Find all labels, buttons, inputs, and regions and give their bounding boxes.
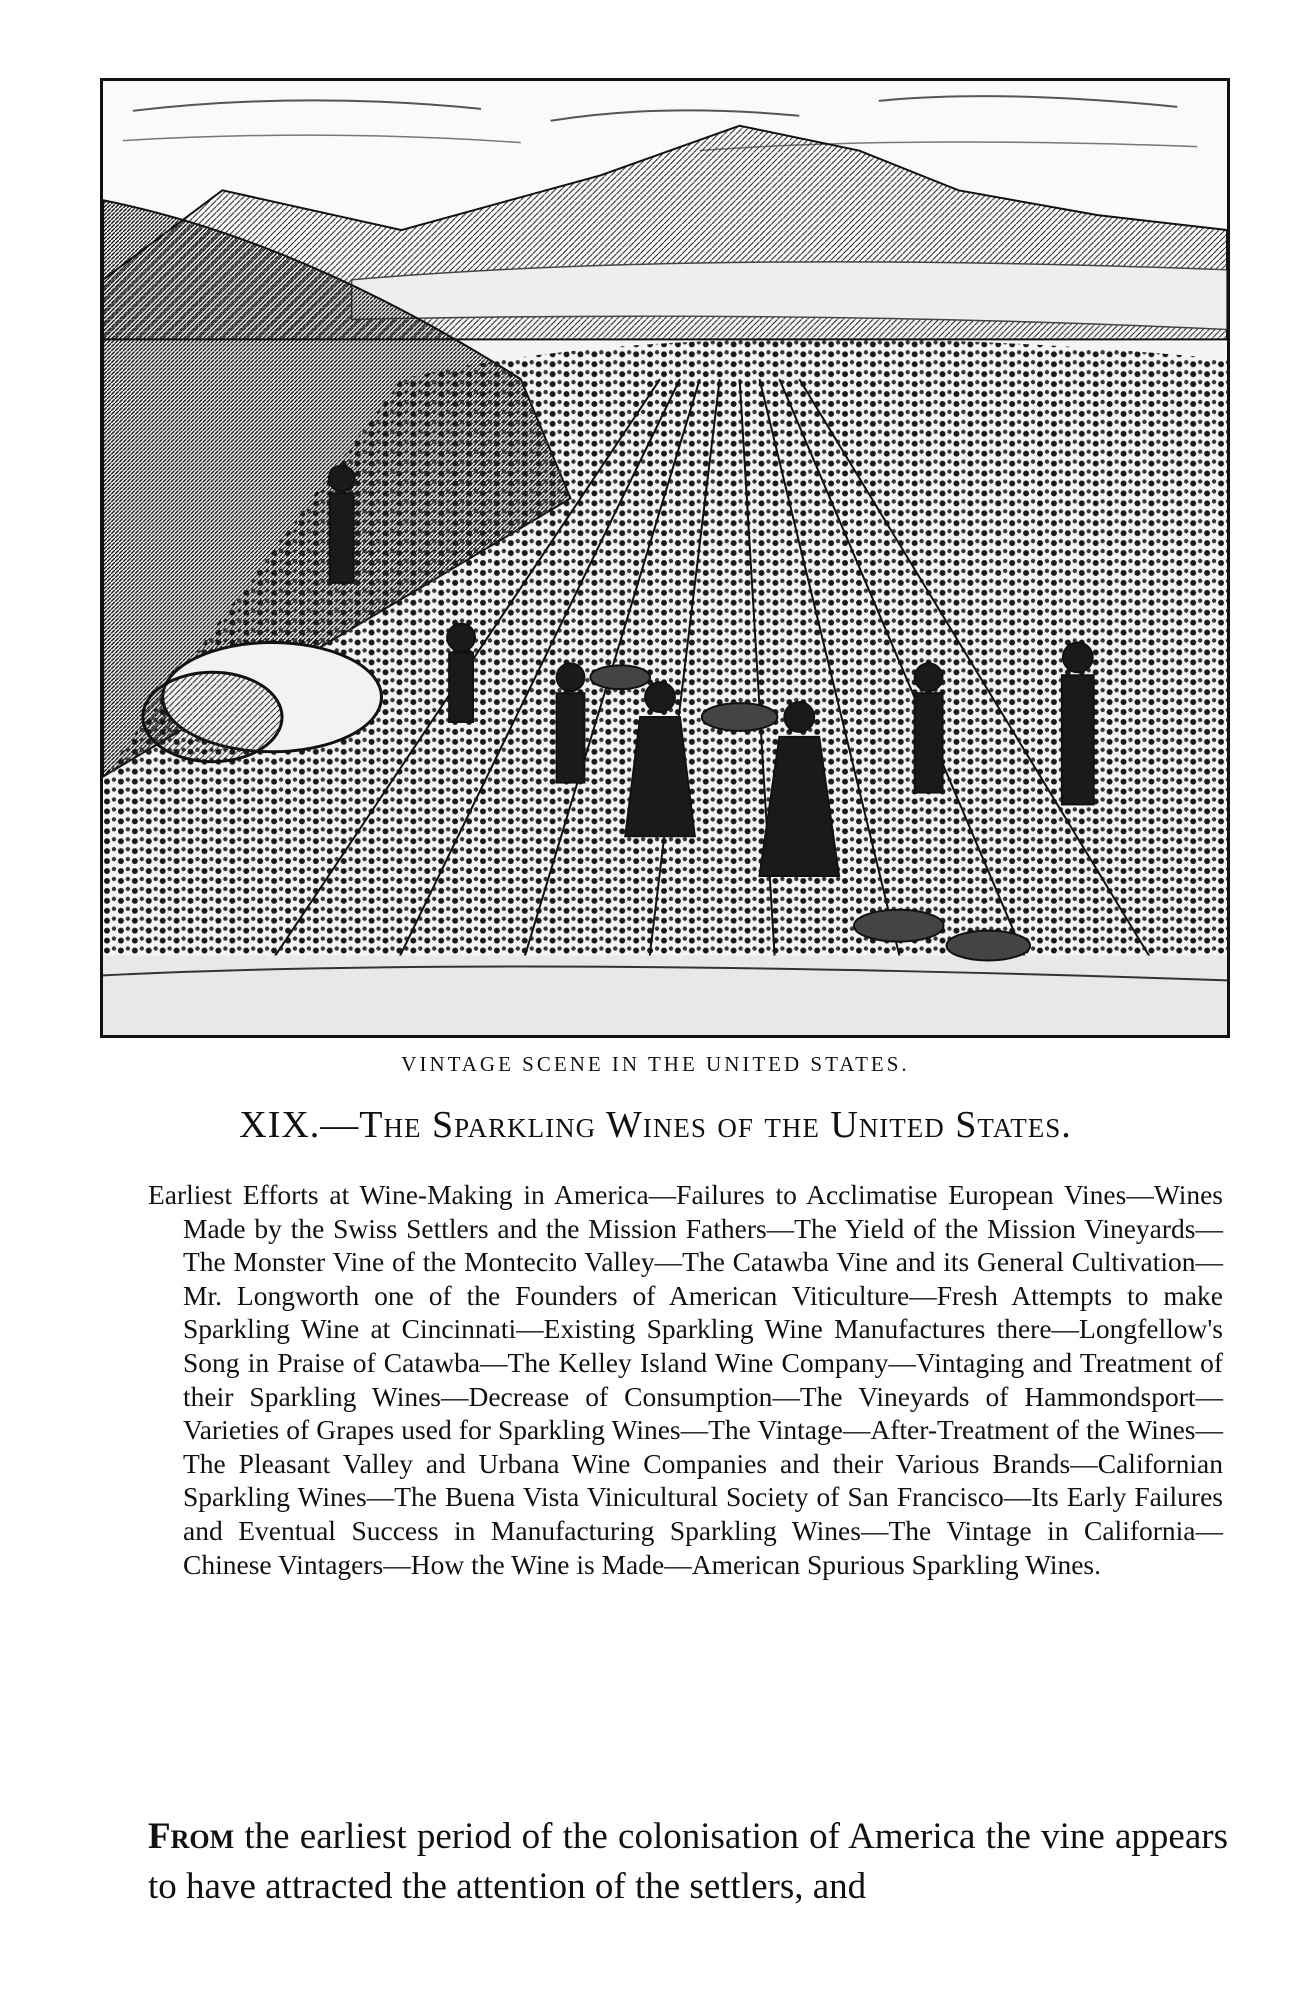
illustration-caption: VINTAGE SCENE IN THE UNITED STATES. [401, 1052, 910, 1076]
body-paragraph [148, 1812, 1228, 1912]
lead-word: From [148, 1816, 235, 1857]
chapter-summary: Earliest Efforts at Wine-Making in America—Failures to Acclimatise European Vines—Wines Made by the Swiss Settlers and the Mission Fathers—The Yield of the Mission Vineyards—The Monster Vine of the Montecito Valley—The Catawba Vine and its General Cultivation—Mr. Longworth one of the Founders of American Viticulture—Fresh Attempts to make Sparkling Wine at Cincinnati—Existing Sparkling Wine Manufactures there—Longfellow's Song in Praise of Catawba—The Kelley Island Wine Company—Vintaging and Treatment of their Sparkling Wines—Decrease of Consumption—The Vineyards of Hammondsport—Varieties of Grapes used for Sparkling Wines—The Vintage—After-Treatment of the Wines—The Pleasant Valley and Urbana Wine Companies and their Various Brands—Californian Sparkling Wines—The Buena Vista Vinicultural Society of San Francisco—Its Early Failures and Eventual Success in Manufacturing Sparkling Wines—The Vintage in California—Chinese Vintagers—How the Wine is Made—American Spurious Sparkling Wines. [148, 1179, 1223, 1580]
vintage-scene-engraving [103, 81, 1227, 1035]
body-paragraph-text: the earliest period of the colonisation of America the vine appears to have attracted the attention of the settlers, and [148, 1816, 1228, 1907]
chapter-title: XIX.—The Sparkling Wines of the United States. [239, 1104, 1072, 1146]
vintage-scene-illustration [100, 78, 1230, 1038]
